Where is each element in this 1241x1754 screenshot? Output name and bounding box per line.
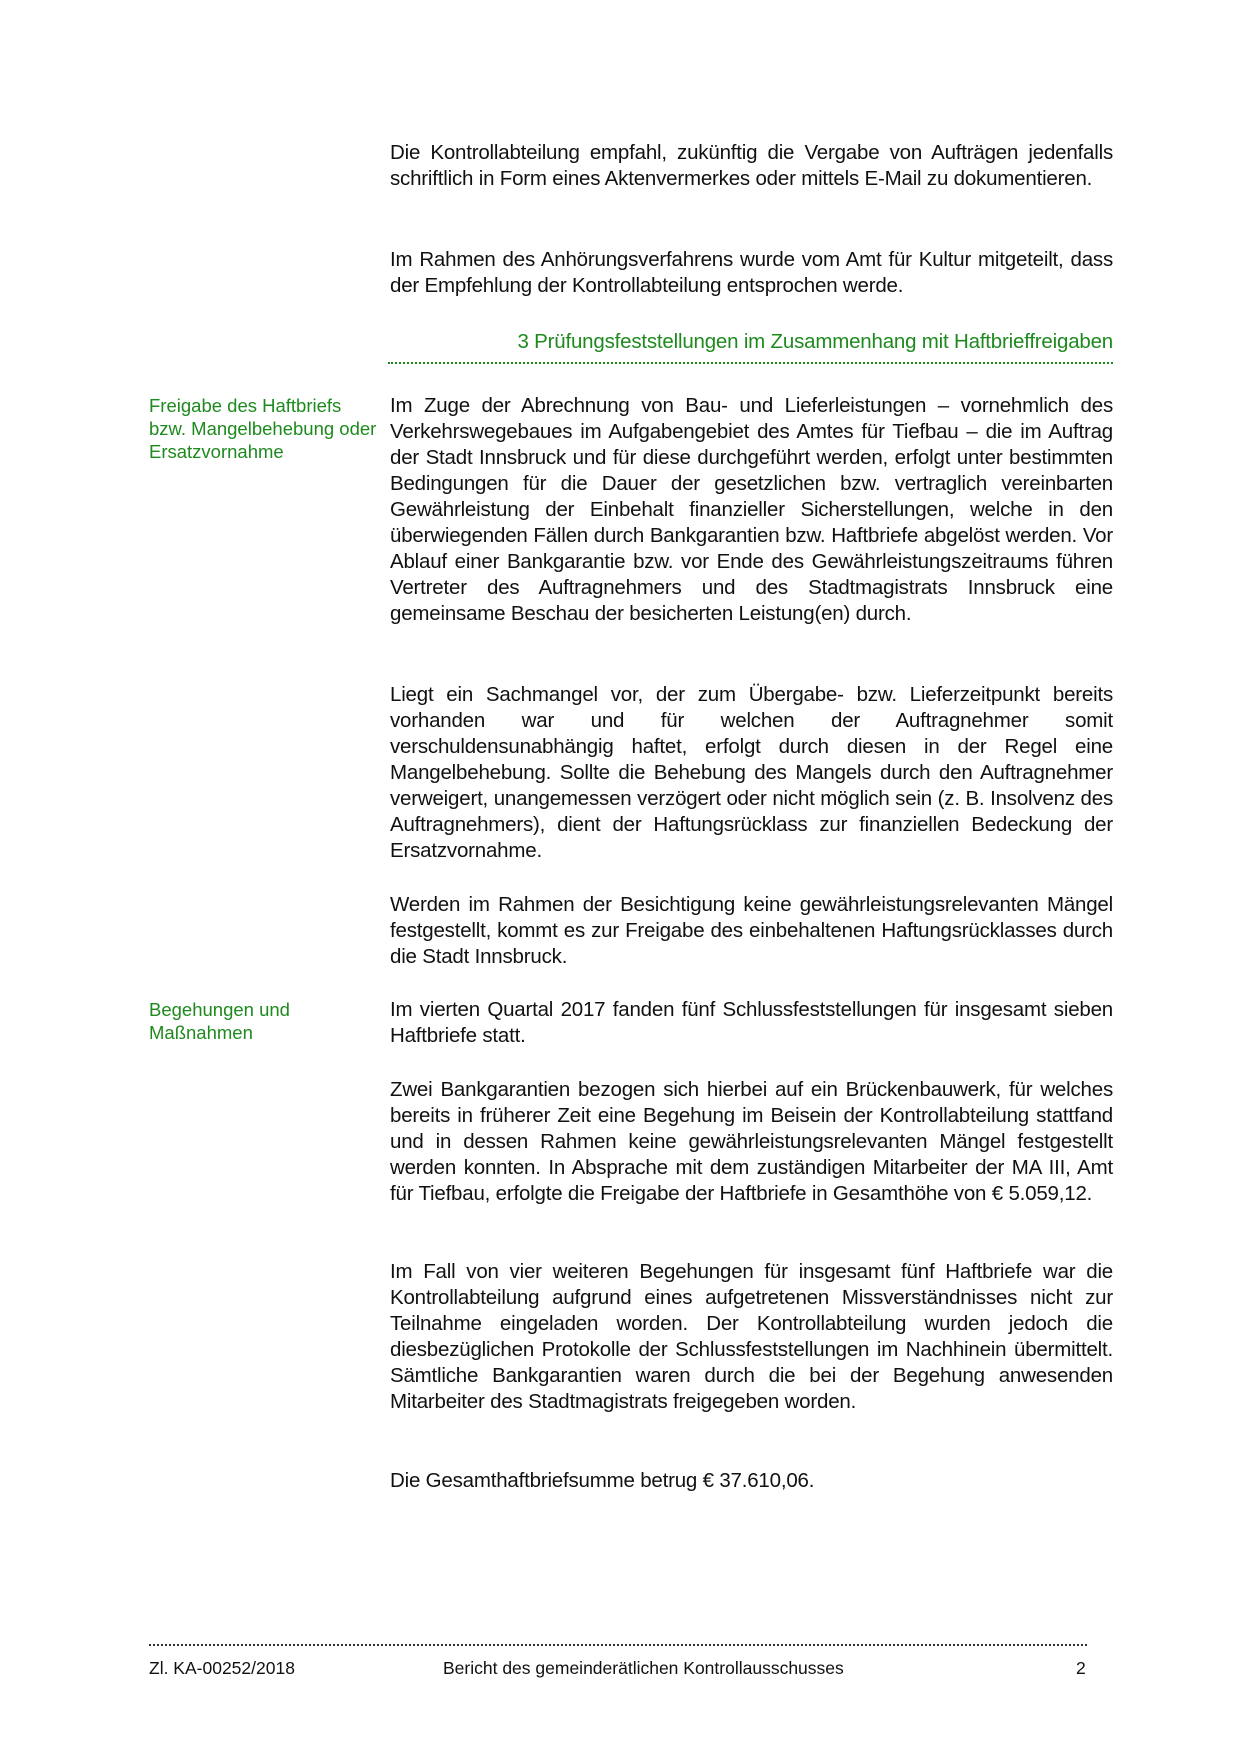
paragraph-text: Zwei Bankgarantien bezogen sich hierbei auf ein Brückenbauwerk, für welches bereits in früherer Zeit eine Begehung im Beisein der Kontrollabteilung stattfand und in dessen Rahmen keine gewährleistungsrelevanten Mängel festgestellt werden konnten. In Absprache mit dem zuständigen Mitarbeiter der MA III, Amt für Tiefbau, erfolgte die Freigabe der Haftbriefe in Gesamthöhe von € 5.059,12. xyxy=(390,1078,1113,1205)
body-paragraph-3 xyxy=(390,892,1113,970)
footer-rule xyxy=(149,1644,1087,1646)
footer-title: Bericht des gemeinderätlichen Kontrollausschusses xyxy=(443,1658,844,1678)
intro-paragraph-2 xyxy=(390,247,1113,299)
body-paragraph-1 xyxy=(390,393,1113,627)
body-paragraph-4 xyxy=(390,997,1113,1049)
paragraph-text: Im Zuge der Abrechnung von Bau- und Lieferleistungen – vornehmlich des Verkehrswegebaues im Aufgabengebiet des Amtes für Tiefbau – die im Auftrag der Stadt Innsbruck und für diese durchgeführt werden, erfolgt unter bestimmten Bedingungen für die Dauer der gesetzlichen bzw. vertraglich vereinbarten Gewährleistung der Einbehalt finanzieller Sicherstellungen, welche in den überwiegenden Fällen durch Bankgarantien bzw. Haftbriefe abgelöst werden. Vor Ablauf einer Bankgarantie bzw. vor Ende des Gewährleistungszeitraums führen Vertreter des Auftragnehmers und des Stadtmagistrats Innsbruck eine gemeinsame Beschau der besicherten Leistung(en) durch. xyxy=(390,394,1113,625)
body-paragraph-6 xyxy=(390,1259,1113,1415)
section-heading: 3 Prüfungsfeststellungen im Zusammenhang mit Haftbrieffreigaben xyxy=(517,330,1113,353)
body-paragraph-7 xyxy=(390,1468,1113,1494)
paragraph-text: Liegt ein Sachmangel vor, der zum Übergabe- bzw. Lieferzeitpunkt bereits vorhanden war und für welchen der Auftragnehmer somit verschuldensunabhängig haftet, erfolgt durch diesen in der Regel eine Mangelbehebung. Sollte die Behebung des Mangels durch den Auftragnehmer verweigert, unangemessen verzögert oder nicht möglich sein (z. B. Insolvenz des Auftragnehmers), dient der Haftungsrücklass zur finanziellen Bedeckung der Ersatzvornahme. xyxy=(390,683,1113,862)
page-number: 2 xyxy=(1076,1658,1086,1678)
paragraph-text: Die Gesamthaftbriefsumme betrug € 37.610,06. xyxy=(390,1469,815,1492)
paragraph-text: Werden im Rahmen der Besichtigung keine gewährleistungsrelevanten Mängel festgestellt, kommt es zur Freigabe des einbehaltenen Haftungsrücklasses durch die Stadt Innsbruck. xyxy=(390,893,1113,968)
paragraph-text: Die Kontrollabteilung empfahl, zukünftig die Vergabe von Aufträgen jedenfalls schriftlich in Form eines Aktenvermerkes oder mittels E-Mail zu dokumentieren. xyxy=(390,141,1113,190)
body-paragraph-2 xyxy=(390,682,1113,864)
paragraph-text: Im Fall von vier weiteren Begehungen für insgesamt fünf Haftbriefe war die Kontrollabteilung aufgrund eines aufgetretenen Missverständnisses nicht zur Teilnahme eingeladen worden. Der Kontrollabteilung wurden jedoch die diesbezüglichen Protokolle der Schlussfeststellungen im Nachhinein übermittelt. Sämtliche Bankgarantien waren durch die bei der Begehung anwesenden Mitarbeiter des Stadtmagistrats freigegeben worden. xyxy=(390,1260,1113,1413)
section-heading-rule xyxy=(388,362,1113,364)
footer-reference: Zl. KA-00252/2018 xyxy=(149,1658,295,1678)
body-paragraph-5 xyxy=(390,1077,1113,1207)
margin-note-begehungen: Begehungen und Maßnahmen xyxy=(149,999,290,1043)
paragraph-text: Im Rahmen des Anhörungsverfahrens wurde vom Amt für Kultur mitgeteilt, dass der Empfehlung der Kontrollabteilung entsprochen werde. xyxy=(390,248,1113,297)
paragraph-text: Im vierten Quartal 2017 fanden fünf Schlussfeststellungen für insgesamt sieben Haftbriefe statt. xyxy=(390,998,1113,1047)
margin-note-haftbrief-freigabe: Freigabe des Haftbriefs bzw. Mangelbehebung oder Ersatzvornahme xyxy=(149,395,377,462)
intro-paragraph-1 xyxy=(390,140,1113,192)
